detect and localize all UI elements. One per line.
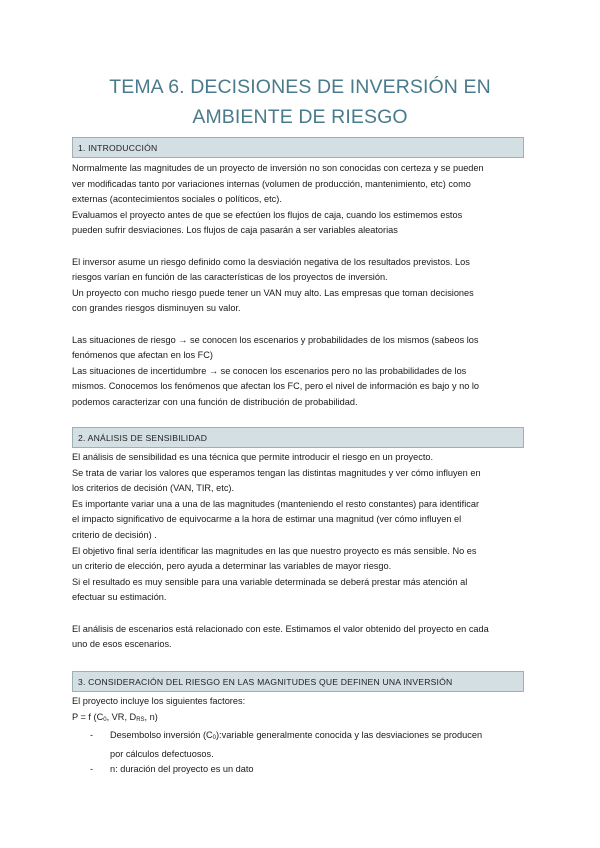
- text-line: mismos. Conocemos los fenómenos que afectan los FC, pero el nivel de información es bajo y no lo: [72, 381, 480, 392]
- text-line: podemos caracterizar con una función de distribución de probabilidad.: [72, 396, 358, 407]
- document-title: [60, 72, 540, 132]
- factors-intro: El proyecto incluye los siguientes factores:: [72, 696, 246, 706]
- text-line: riesgos varían en función de las características de los proyectos de inversión.: [72, 272, 388, 283]
- text-line: Es importante variar una a una de las magnitudes (manteniendo el resto constantes) para identificar: [72, 498, 480, 509]
- text-line: el impacto significativo de equivocarme a la hora de estimar una magnitud (ver cómo influyen el: [72, 514, 462, 525]
- text-line: los criterios de decisión (VAN, TIR, etc).: [72, 483, 235, 494]
- bullet-dash: -: [90, 730, 94, 741]
- text-line: Las situaciones de riesgo → se conocen los escenarios y probabilidades de los mismos (sabeos los: [72, 334, 479, 345]
- text-line: El inversor asume un riesgo definido como la desviación negativa de los resultados previstos. Los: [72, 256, 470, 267]
- text-line: Se trata de variar los valores que esperamos tengan las distintas magnitudes y ver cómo influyen en: [72, 467, 481, 478]
- title-line-2: AMBIENTE DE RIESGO: [192, 106, 408, 128]
- text-line: con grandes riesgos disminuyen su valor.: [72, 303, 241, 314]
- section-heading-introduccion: 1. INTRODUCCIÓN: [72, 137, 524, 158]
- section-heading-consideracion-riesgo: 3. CONSIDERACIÓN DEL RIESGO EN LAS MAGNITUDES QUE DEFINEN UNA INVERSIÓN: [72, 671, 524, 692]
- text-line: Evaluamos el proyecto antes de que se efectúen los flujos de caja, cuando los estimemos estos: [72, 209, 463, 220]
- text-line: fenómenos que afectan en los FC): [72, 350, 213, 361]
- list-item: - n: duración del proyecto es un dato: [72, 762, 530, 778]
- list-item: - Desembolso inversión $(C_0):variable$ generalmente conocida y las desviaciones se producen por cálculos defectuosos.: [90, 730, 483, 759]
- text-line: Si el resultado es muy sensible para una variable determinada se deberá prestar más atención al: [72, 576, 468, 587]
- text-line: pueden sufrir desviaciones. Los flujos de caja pasarán a ser variables aleatorias: [72, 225, 398, 236]
- section-body-introduccion: [72, 161, 530, 411]
- text-line: ver modificadas tanto por variaciones internas (volumen de producción, mantenimiento, etc) como: [72, 178, 471, 189]
- factors-list: [72, 728, 530, 778]
- text-line: Las situaciones de incertidumbre → se conocen los escenarios pero no las probabilidades de los: [72, 365, 467, 376]
- text-line: El objetivo final sería identificar las magnitudes en las que nuestro proyecto es más sensible. No es: [72, 545, 477, 556]
- bullet-dash: -: [90, 764, 94, 775]
- text-line: El análisis de escenarios está relacionado con este. Estimamos el valor obtenido del proyecto en cada: [72, 623, 489, 634]
- text-line: un criterio de elección, pero ayuda a determinar las variables de mayor riesgo.: [72, 561, 392, 572]
- text-line: externas (acontecimientos sociales o políticos, etc).: [72, 194, 282, 205]
- text-line: El análisis de sensibilidad es una técnica que permite introducir el riesgo en un proyecto.: [72, 452, 434, 462]
- text-line: uno de esos escenarios.: [72, 639, 172, 650]
- section-heading-analisis-sensibilidad: 2. ANÁLISIS DE SENSIBILIDAD: [72, 427, 524, 448]
- text-line: Un proyecto con mucho riesgo puede tener un VAN muy alto. Las empresas que toman decisiones: [72, 287, 474, 298]
- text-line: criterio de decisión) .: [72, 529, 157, 540]
- text-line: Normalmente las magnitudes de un proyecto de inversión no son conocidas con certeza y se pueden: [72, 163, 484, 173]
- section-body-consideracion-riesgo: [72, 694, 530, 778]
- title-line-1: TEMA 6. DECISIONES DE INVERSIÓN EN: [109, 76, 491, 98]
- section-body-analisis-sensibilidad: [72, 450, 530, 653]
- text-line: efectuar su estimación.: [72, 592, 167, 603]
- formula: P = f ($C_0$, VR, $D_{RS}$, n): [72, 711, 158, 723]
